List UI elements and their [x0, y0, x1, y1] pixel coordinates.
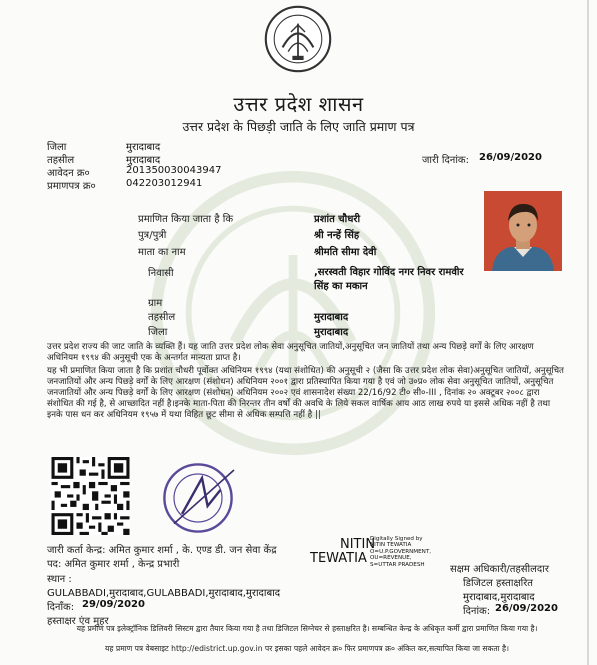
issue-date-label: जारी दिनांक:	[422, 155, 469, 166]
village-label: ग्राम	[148, 298, 163, 309]
place-value: GULABBADI,मुरादाबाद,GULABBADI,मुरादाबाद,मुरादाबाद	[47, 588, 281, 599]
address-line-1: ,सरस्वती विहार गोविंद नगर निवर रामवीर	[314, 267, 464, 278]
certificate-title: उत्तर प्रदेश शासन	[233, 92, 364, 116]
authority-date-value: 26/09/2020	[495, 603, 558, 614]
father-name: श्री नन्हें सिंह	[314, 230, 360, 241]
paragraph-caste: उत्तर प्रदेश राज्य की जाट जाति के व्यक्ति हैं। यह जाति उत्तर प्रदेश लोक सेवा अनुसूचित जातियों,अनुसूचित जन जातियों तथा अन्य पिछड़े वर्गों के लिए आरक्षण अधिनियम १९९४ की अनुसूची एक के अन्तर्गत मान्यता प्राप्त है।	[47, 342, 534, 363]
paragraph-declaration: यह भी प्रमाणित किया जाता है कि प्रशांत चौधरी पूर्वोक्त अधिनियम १९९४ (यथा संशोधित) की अनुसूची २ (जैसा कि उत्तर प्रदेश लोक सेवा)अनुसूचित जातियों, अनुसूचित जनजातियों और अन्य पिछड़े वर्गों के लिए आरक्षण (संशोधन) अधिनियम २००१ द्वारा प्रतिस्थापित किया गया है एवं जो उ०प्र० लोक सेवा अनुसूचित जातियों, अनुसूचित जनजातियों और अन्य पिछड़े वर्गों के लिए आरक्षण (संशोधन) अधिनियम २००२ एवं शासनादेश संख्या 22/16/92 टी० सी०-III , दिनांक २० अक्टूबर २००८ द्वारा संशोधित की गई है, से आच्छादित नहीं है।इनके माता-पिता की निरन्तर तीन वर्षों की अवधि के लिये सकल वार्षिक आय आठ लाख रुपये या इससे अधिक नहीं है तथा इनके पास धन कर अधिनियम १९५७ में यथा विहित छूट सीमा से अधिक सम्पत्ति नहीं है ||	[47, 366, 564, 420]
signature-detail-line: NITIN TEWATIA	[370, 542, 412, 549]
issuer-date-value: 29/09/2020	[82, 599, 145, 610]
signature-detail-line: OU=REVENUE,	[370, 555, 412, 562]
person-district-value: मुरादाबाद	[314, 327, 349, 338]
signer-first-name: NITIN	[340, 537, 376, 552]
certificate-number-value: 042203012941	[126, 178, 203, 189]
person-tehsil-value: मुरादाबाद	[314, 312, 349, 323]
place-label: स्थान :	[47, 574, 72, 585]
applicant-photo	[484, 191, 562, 271]
authority-title: सक्षम अधिकारी/तहसीलदार	[450, 564, 549, 575]
district-label: जिला	[47, 142, 67, 153]
footer-note-2: यह प्रमाण पत्र वेबसाइट http://edistrict.up.gov.in पर इसका पहले आवेदन क्र० फिर प्रमाणपत्र क्र० अंकित कर,सत्यापित किया जा सकता है।	[105, 644, 509, 653]
application-number-value: 201350030043947	[126, 165, 222, 176]
relation-label: पुत्र/पुत्री	[138, 230, 167, 241]
resident-label: निवासी	[148, 268, 174, 279]
digital-signature	[310, 538, 375, 566]
issuer-post: पद: अमित कुमार शर्मा , केन्द्र प्रभारी	[47, 559, 180, 570]
certificate-subtitle: उत्तर प्रदेश के पिछड़ी जाति के लिए जाति प्रमाण पत्र	[182, 119, 415, 134]
state-emblem-icon	[262, 4, 334, 74]
certificate-number-label: प्रमाणपत्र क्र०	[47, 181, 96, 192]
person-district-label: जिला	[148, 327, 168, 338]
official-seal-stamp	[158, 458, 238, 538]
person-tehsil-label: तहसील	[148, 312, 176, 323]
issuing-center: जारी कर्ता केन्द्र: अमित कुमार शर्मा , के. एण्ड डी. जन सेवा केंद्र	[47, 545, 277, 556]
applicant-name: प्रशांत चौधरी	[314, 214, 361, 225]
issue-date-value: 26/09/2020	[479, 152, 542, 163]
signature-details	[370, 536, 431, 568]
tehsil-label: तहसील	[47, 155, 75, 166]
issuer-date-label: दिनाँक:	[47, 602, 75, 613]
mother-name: श्रीमति सीमा देवी	[314, 247, 377, 258]
signature-detail-line: O=U.P.GOVERNMENT,	[370, 548, 432, 555]
tehsil-value: मुरादाबाद	[126, 155, 161, 166]
district-value: मुरादाबाद	[126, 142, 161, 153]
qr-code	[51, 457, 130, 535]
footer-note-1: यह प्रमाण पत्र इलेक्ट्रॉनिक डिलिवरी सिस्टम द्वारा तैयार किया गया है तथा डिजिटल सिग्नेचर से हस्ताक्षरित है। सम्बन्धित केन्द्र के अधिकृत कर्मी द्वारा प्रमाणित किया गया है।	[76, 624, 538, 633]
digitally-signed-label: डिजिटल हस्ताक्षरित	[463, 578, 533, 589]
mother-label: माता का नाम	[138, 247, 186, 258]
application-number-label: आवेदन क्र०	[47, 168, 90, 179]
signer-last-name: TEWATIA	[310, 551, 367, 566]
authority-place: मुरादाबाद,मुरादाबाद	[463, 592, 535, 603]
signature-detail-line: S=UTTAR PRADESH	[370, 561, 425, 568]
signature-detail-line: Digitally Signed by	[370, 536, 423, 542]
address-line-2: सिंह का मकान	[314, 281, 368, 292]
authority-date-label: दिनांक:	[463, 606, 491, 617]
applicant-photo-image	[484, 191, 562, 271]
certify-label: प्रमाणित किया जाता है कि	[138, 214, 234, 225]
signature-seal-label: हस्ताक्षर एंव मुहर	[47, 616, 109, 627]
